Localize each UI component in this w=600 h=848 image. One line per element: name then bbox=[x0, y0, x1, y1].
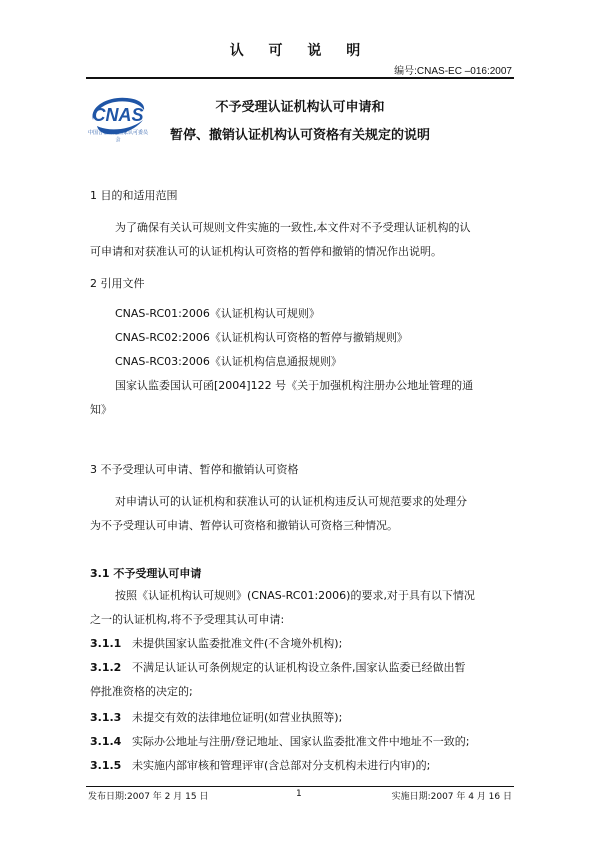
section-3-1-paragraph-line-2: 之一的认证机构,将不予受理其认可申请: bbox=[90, 613, 285, 626]
effective-date: 实施日期:2007 年 4 月 16 日 bbox=[391, 792, 512, 802]
document-number: 编号:CNAS-EC –016:2007 bbox=[394, 66, 512, 77]
reference-item: 国家认监委国认可函[2004]122 号《关于加强机构注册办公地址管理的通 bbox=[115, 379, 474, 392]
page-number: 1 bbox=[296, 789, 302, 799]
item-text: 不满足认证认可条例规定的认证机构设立条件,国家认监委已经做出暂 bbox=[132, 661, 466, 674]
logo-subtext: 中国合格评定国家认可委员会 bbox=[87, 130, 148, 143]
section-3-1-heading: 3.1 不予受理认可申请 bbox=[90, 567, 202, 580]
cnas-logo bbox=[87, 94, 149, 143]
section-3-heading: 3 不予受理认可申请、暂停和撤销认可资格 bbox=[90, 463, 299, 476]
item-text: 未提供国家认监委批准文件(不含境外机构); bbox=[132, 637, 343, 650]
main-title-line-1: 不予受理认证机构认可申请和 bbox=[215, 100, 385, 115]
section-1-heading: 1 目的和适用范围 bbox=[90, 189, 178, 202]
reference-item: CNAS-RC03:2006《认证机构信息通报规则》 bbox=[115, 355, 342, 368]
section-3-paragraph-line-1: 对申请认可的认证机构和获准认可的认证机构违反认可规范要求的处理分 bbox=[115, 495, 467, 508]
section-3-1-paragraph-line-1: 按照《认证机构认可规则》(CNAS-RC01:2006)的要求,对于具有以下情况 bbox=[115, 589, 475, 602]
footer-divider bbox=[86, 786, 514, 787]
item-text: 未实施内部审核和管理评审(含总部对分支机构未进行内审)的; bbox=[132, 759, 431, 772]
section-1-paragraph-line-2: 可申请和对获准认可的认证机构认可资格的暂停和撤销的情况作出说明。 bbox=[90, 245, 442, 258]
header-title: 认 可 说 明 bbox=[229, 43, 371, 59]
section-1-paragraph-line-1: 为了确保有关认可规则文件实施的一致性,本文件对不予受理认证机构的认 bbox=[115, 221, 471, 234]
section-3-paragraph-line-2: 为不予受理认可申请、暂停认可资格和撤销认可资格三种情况。 bbox=[90, 519, 398, 532]
item-number: 3.1.3 bbox=[90, 711, 122, 724]
item-number: 3.1.2 bbox=[90, 661, 122, 674]
reference-item-continued: 知》 bbox=[90, 403, 112, 416]
item-number: 3.1.5 bbox=[90, 759, 122, 772]
item-text-continued: 停批准资格的决定的; bbox=[90, 685, 193, 698]
item-text: 实际办公地址与注册/登记地址、国家认监委批准文件中地址不一致的; bbox=[132, 735, 470, 748]
item-number: 3.1.1 bbox=[90, 637, 122, 650]
reference-item: CNAS-RC01:2006《认证机构认可规则》 bbox=[115, 307, 320, 320]
logo-text: CNAS bbox=[92, 105, 144, 125]
main-title-line-2: 暂停、撤销认证机构认可资格有关规定的说明 bbox=[169, 128, 430, 143]
issue-date: 发布日期:2007 年 2 月 15 日 bbox=[88, 792, 209, 802]
reference-item: CNAS-RC02:2006《认证机构认可资格的暂停与撤销规则》 bbox=[115, 331, 408, 344]
header-divider bbox=[86, 77, 514, 79]
section-2-heading: 2 引用文件 bbox=[90, 277, 145, 290]
item-number: 3.1.4 bbox=[90, 735, 122, 748]
item-text: 未提交有效的法律地位证明(如营业执照等); bbox=[132, 711, 343, 724]
